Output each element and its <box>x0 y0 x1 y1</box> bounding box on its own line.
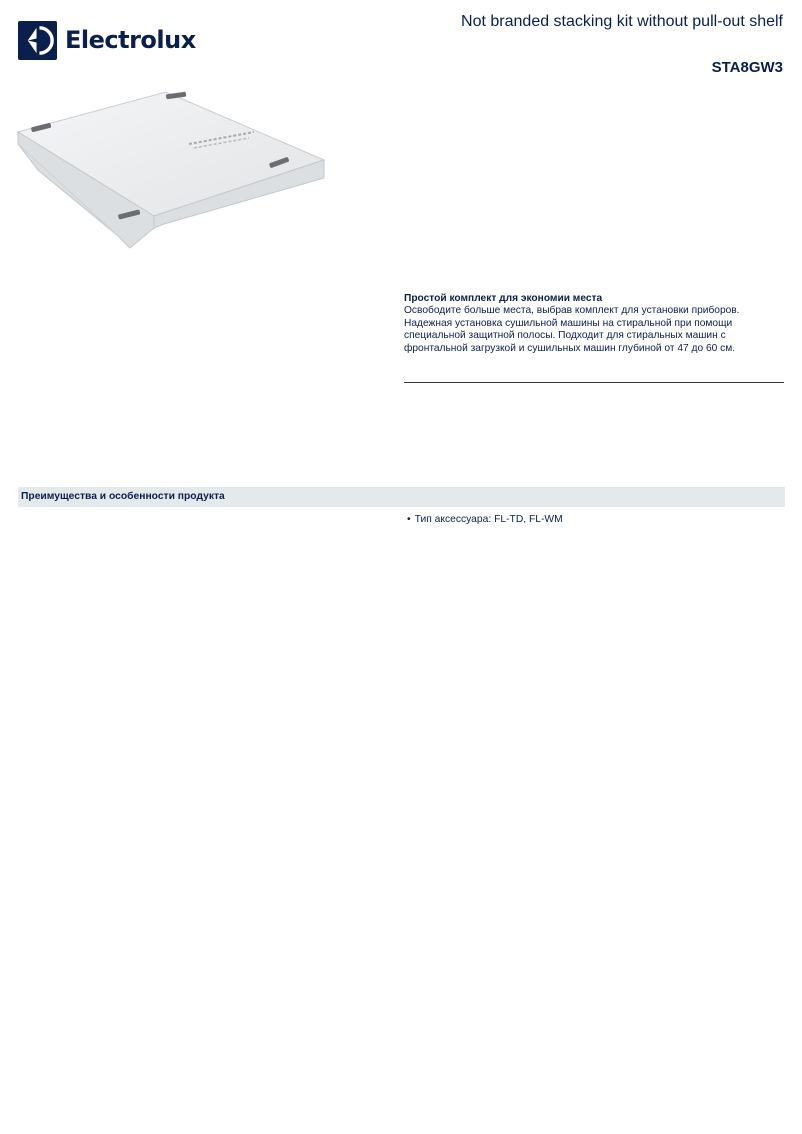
brand-logo <box>18 20 196 60</box>
feature-text: Тип аксессуара: FL-TD, FL-WM <box>414 514 563 525</box>
description-title: Простой комплект для экономии места <box>404 293 603 304</box>
product-description <box>404 293 786 355</box>
features-list <box>404 514 563 525</box>
features-section-header <box>18 487 785 507</box>
bullet: • <box>407 514 411 525</box>
section-title: Преимущества и особенности продукта <box>21 491 225 502</box>
brand-name: Electrolux <box>65 26 196 54</box>
electrolux-logo-icon <box>18 21 57 60</box>
model-number: STA8GW3 <box>711 59 783 76</box>
stacking-kit-image <box>14 86 329 254</box>
product-title: Not branded stacking kit without pull-out shelf <box>461 13 783 30</box>
description-body: Освободите больше места, выбрав комплект для установки приборов. Надежная установка сушильной машины на стиральной при помощи специальной защитной полосы. Подходит для стиральных машин с фронтальной загрузкой и сушильных машин глубиной от 47 до 60 см. <box>404 305 740 354</box>
divider <box>404 382 784 383</box>
list-item <box>404 514 563 525</box>
